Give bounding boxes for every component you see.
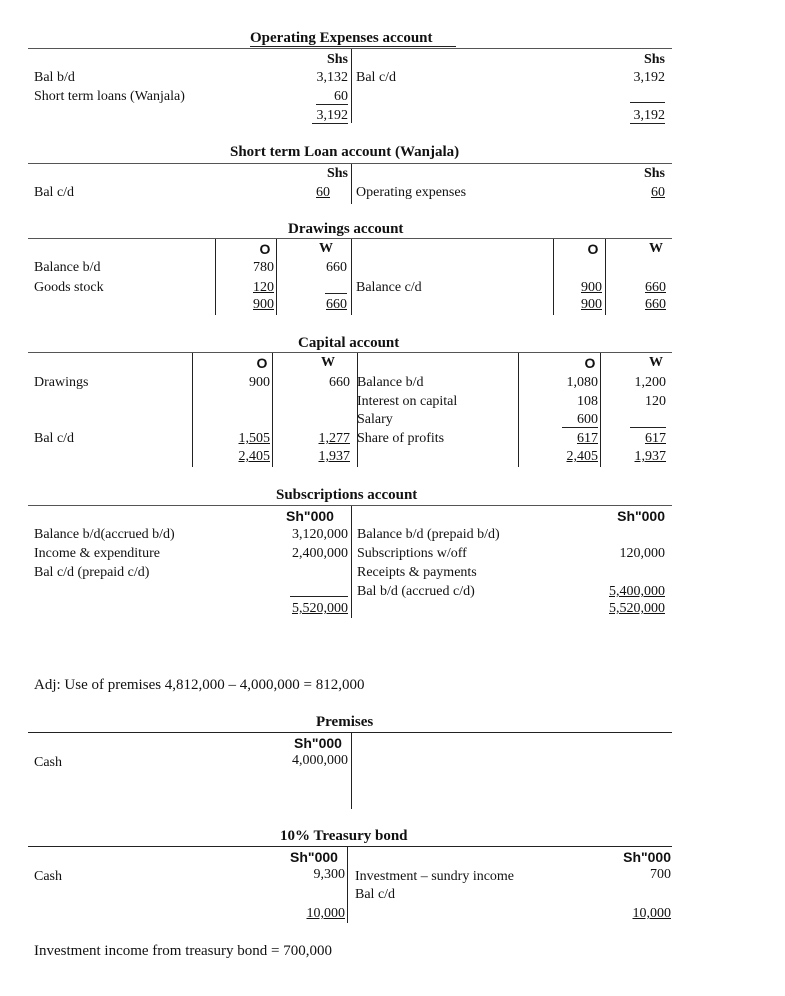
account-title: Operating Expenses account — [250, 30, 433, 46]
account-divider — [351, 239, 352, 315]
account-divider — [347, 847, 348, 923]
account-title: Subscriptions account — [276, 487, 418, 503]
account-divider — [351, 733, 352, 809]
account-rule — [28, 163, 672, 164]
account-rule — [28, 505, 672, 506]
account-rule — [28, 352, 672, 353]
account-divider — [351, 164, 352, 204]
footer-note: Investment income from treasury bond = 700,000 — [34, 943, 332, 959]
adjustment-note: Adj: Use of premises 4,812,000 – 4,000,000 = 812,000 — [34, 677, 365, 693]
account-rule — [28, 732, 672, 733]
account-divider — [357, 353, 358, 467]
account-title: 10% Treasury bond — [280, 828, 408, 844]
account-divider — [351, 506, 352, 618]
account-title: Capital account — [298, 335, 400, 351]
account-rule — [28, 846, 672, 847]
account-rule — [28, 48, 672, 49]
account-title: Premises — [316, 714, 374, 730]
account-title: Drawings account — [288, 221, 404, 237]
account-rule — [28, 238, 672, 239]
account-title: Short term Loan account (Wanjala) — [230, 144, 460, 160]
account-divider — [351, 49, 352, 123]
